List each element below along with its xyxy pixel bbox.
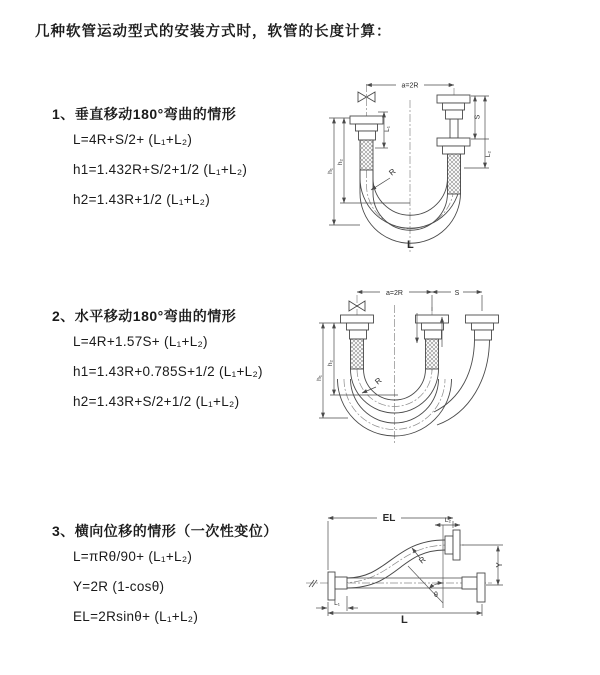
flanges xyxy=(328,530,485,602)
diagram-horizontal-180 xyxy=(308,283,600,455)
radius-label: R xyxy=(387,166,398,178)
left-braided-hose xyxy=(360,140,373,170)
pipe-break-icon xyxy=(309,580,317,587)
formula-line: h1=1.432R+S/2+1/2 (L₁+L₂) xyxy=(73,162,248,177)
formula-line: h1=1.43R+0.785S+1/2 (L₁+L₂) xyxy=(73,364,263,379)
formula-line: Y=2R (1-cosθ) xyxy=(73,579,165,594)
formula-line: L=πRθ/90+ (L₁+L₂) xyxy=(73,549,193,564)
dim-label-l2: L₂ xyxy=(444,517,452,524)
length-label: L xyxy=(407,239,414,251)
formula-line: EL=2Rsinθ+ (L₁+L₂) xyxy=(73,609,199,624)
section3-heading: 3、横向位移的情形（一次性变位） xyxy=(52,523,278,539)
formula-line: h2=1.43R+S/2+1/2 (L₁+L₂) xyxy=(73,394,240,409)
formula-line: L=4R+S/2+ (L₁+L₂) xyxy=(73,132,193,147)
dim-label-h2: h₂ xyxy=(337,158,344,166)
dim-label-y: Y xyxy=(495,562,504,568)
left-flange-fitting xyxy=(350,116,383,140)
formula-line: h2=1.43R+1/2 (L₁+L₂) xyxy=(73,192,211,207)
dim-label-l1: L₁ xyxy=(384,126,391,132)
page-title: 几种软管运动型式的安装方式时，软管的长度计算： xyxy=(35,24,392,40)
length-label: L xyxy=(401,614,408,626)
dim-label-h1: h₁ xyxy=(316,375,323,381)
formula-line: L=4R+1.57S+ (L₁+L₂) xyxy=(73,334,208,349)
diagram-vertical-180 xyxy=(312,70,598,256)
diagram-lateral-displacement xyxy=(300,498,600,650)
dim-label-a2r: a=2R xyxy=(386,290,403,297)
dim-label-s: S xyxy=(474,114,482,120)
section1-heading: 1、垂直移动180°弯曲的情形 xyxy=(52,106,237,122)
radius-label: R xyxy=(373,375,384,387)
dimension-lines xyxy=(316,518,503,616)
dim-label-l2: L₂ xyxy=(485,150,492,158)
right-braided-hose xyxy=(448,154,461,194)
dim-label-l1: L₁ xyxy=(334,600,340,607)
radius-label: R xyxy=(417,554,428,566)
s-curve-hose xyxy=(347,540,445,588)
right-flange-fittings xyxy=(437,95,470,154)
section2-heading: 2、水平移动180°弯曲的情形 xyxy=(52,308,237,324)
dim-label-h2: h₂ xyxy=(327,359,334,367)
dimension-lines xyxy=(329,82,489,225)
centerlines xyxy=(367,84,455,252)
dim-label-a2r: a=2R xyxy=(401,82,419,90)
dim-label-s: S xyxy=(454,290,460,297)
dim-label-h1: h₁ xyxy=(327,168,334,174)
flange-fittings xyxy=(341,315,499,340)
theta-label: θ xyxy=(434,592,438,599)
dim-label-el: EL xyxy=(382,513,396,524)
